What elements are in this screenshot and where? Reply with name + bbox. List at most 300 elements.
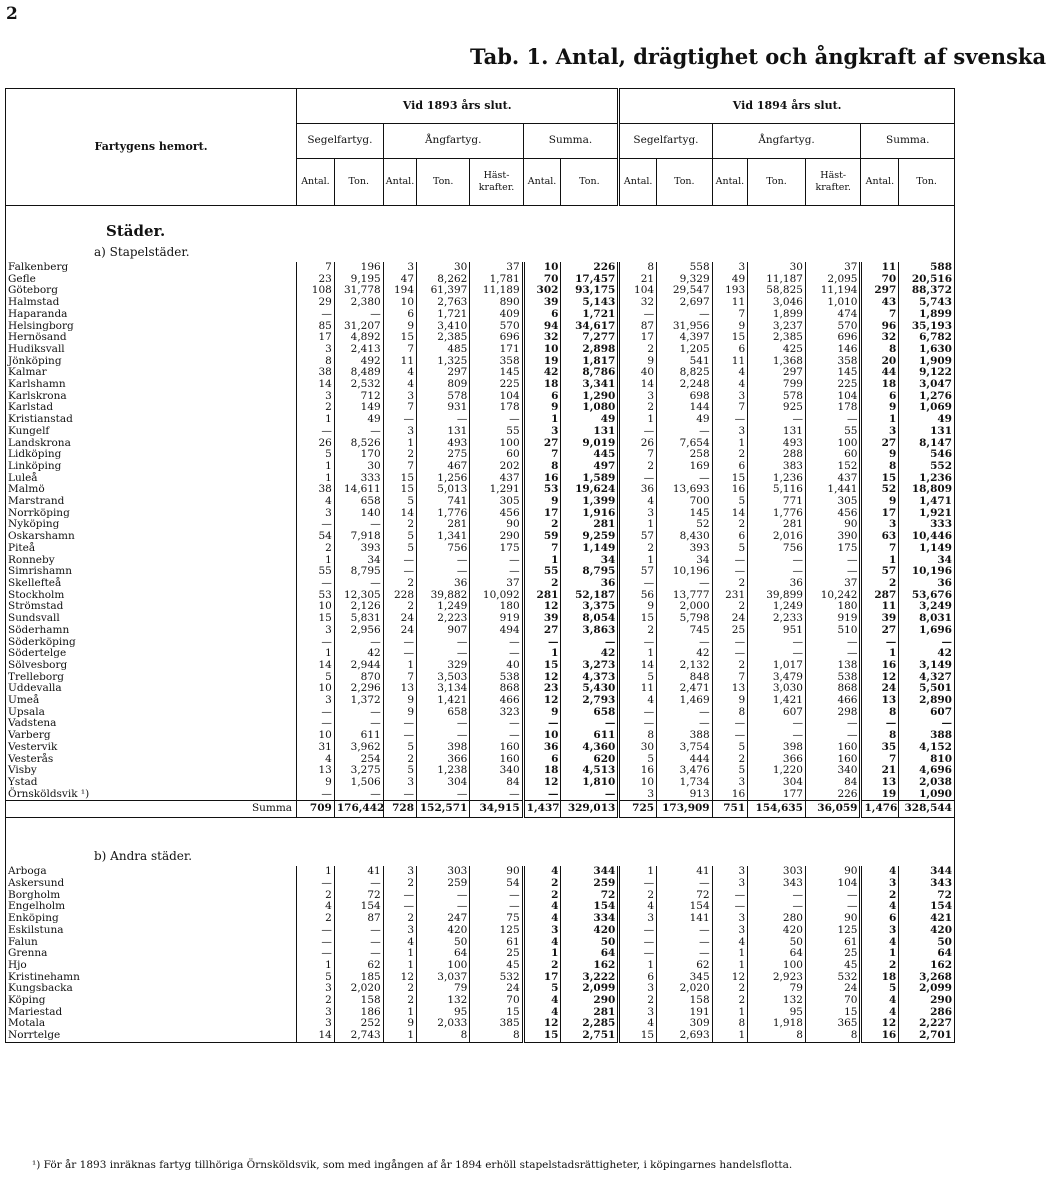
value-cell: 1,421 [417, 695, 470, 707]
value-cell: 42 [899, 648, 955, 660]
value-cell: 1,734 [657, 777, 713, 789]
table-row [6, 566, 955, 578]
value-cell: 7 [712, 402, 748, 414]
value-cell: 390 [805, 531, 861, 543]
table-row [6, 707, 955, 719]
value-cell: 225 [805, 379, 861, 391]
value-cell: 196 [334, 262, 383, 274]
value-cell: 6 [383, 309, 416, 321]
value-cell: 100 [748, 960, 806, 972]
value-cell: 2,532 [334, 379, 383, 391]
value-cell: 70 [523, 274, 561, 286]
value-cell: 26 [297, 438, 335, 450]
sum-value: 725 [619, 801, 657, 818]
town-name: Motala [6, 1018, 297, 1030]
value-cell: 1 [297, 555, 335, 567]
value-cell: 345 [657, 972, 713, 984]
value-cell: 7 [383, 402, 416, 414]
value-cell: 42 [334, 648, 383, 660]
value-cell: — [383, 648, 416, 660]
value-cell: 1 [383, 1030, 416, 1042]
value-cell: 4 [523, 866, 561, 878]
value-cell: 3 [297, 695, 335, 707]
value-cell: 304 [748, 777, 806, 789]
value-cell: 9,329 [657, 274, 713, 286]
value-cell: 1,899 [748, 309, 806, 321]
town-name: Lidköping [6, 449, 297, 461]
value-cell: 5 [383, 543, 416, 555]
value-cell: 771 [748, 496, 806, 508]
value-cell: — [523, 718, 561, 730]
value-cell: — [297, 789, 335, 801]
value-cell: 9 [861, 402, 899, 414]
value-cell: 6 [523, 309, 561, 321]
value-cell: 1 [297, 960, 335, 972]
town-name: Borgholm [6, 890, 297, 902]
value-cell: 302 [523, 285, 561, 297]
value-cell: 1 [523, 648, 561, 660]
value-cell: 2,095 [805, 274, 861, 286]
sum-value: 728 [383, 801, 416, 818]
value-cell: 27 [523, 438, 561, 450]
value-cell: 2 [861, 578, 899, 590]
value-cell: — [657, 473, 713, 485]
value-cell: 303 [417, 866, 470, 878]
value-cell: — [748, 637, 806, 649]
value-cell: — [748, 730, 806, 742]
value-cell: 145 [805, 367, 861, 379]
value-cell: 1,249 [417, 601, 470, 613]
value-cell: 96 [861, 321, 899, 333]
value-cell: 30 [748, 262, 806, 274]
value-cell: 57 [619, 566, 657, 578]
value-cell: 34 [899, 555, 955, 567]
table-row [6, 1030, 955, 1042]
value-cell: 64 [417, 948, 470, 960]
value-cell: 16 [712, 484, 748, 496]
value-cell: 8,825 [657, 367, 713, 379]
value-cell: 154 [334, 901, 383, 913]
value-cell: 14 [619, 379, 657, 391]
value-cell: 14 [383, 508, 416, 520]
value-cell: 1 [712, 948, 748, 960]
value-cell: 1 [619, 648, 657, 660]
value-cell: — [297, 578, 335, 590]
value-cell: 492 [334, 356, 383, 368]
value-cell: 6 [861, 913, 899, 925]
value-cell: 3,268 [899, 972, 955, 984]
value-cell: — [383, 414, 416, 426]
value-cell: 85 [297, 321, 335, 333]
value-cell: 50 [561, 937, 619, 949]
value-cell: 1,149 [899, 543, 955, 555]
value-cell: 2,248 [657, 379, 713, 391]
sum-value: 1,476 [861, 801, 899, 818]
value-cell: 10 [383, 297, 416, 309]
value-cell: 2 [523, 960, 561, 972]
value-cell: 2,099 [561, 983, 619, 995]
value-cell: 12 [523, 672, 561, 684]
value-cell: 35,193 [899, 321, 955, 333]
value-cell: 8,526 [334, 438, 383, 450]
value-cell: 3 [297, 625, 335, 637]
col-hastkrafter: Häst-krafter. [805, 159, 861, 206]
col-antal: Antal. [619, 159, 657, 206]
value-cell: 152 [805, 461, 861, 473]
value-cell: 154 [899, 901, 955, 913]
value-cell: — [657, 925, 713, 937]
ang-1894-header: Ångfartyg. [712, 124, 861, 159]
value-cell: 3 [383, 426, 416, 438]
town-name: Göteborg [6, 285, 297, 297]
value-cell: 132 [748, 995, 806, 1007]
col-antal: Antal. [383, 159, 416, 206]
value-cell: 50 [899, 937, 955, 949]
value-cell: 5 [861, 983, 899, 995]
value-cell: 171 [470, 344, 523, 356]
value-cell: 3 [619, 913, 657, 925]
value-cell: 2 [383, 601, 416, 613]
value-cell: 4 [861, 1007, 899, 1019]
value-cell: 41 [657, 866, 713, 878]
town-name: Oskarshamn [6, 531, 297, 543]
value-cell: 570 [805, 321, 861, 333]
value-cell: 56 [619, 590, 657, 602]
value-cell: 1,921 [899, 508, 955, 520]
value-cell: — [297, 707, 335, 719]
value-cell: — [297, 937, 335, 949]
value-cell: 5,798 [657, 613, 713, 625]
col-antal: Antal. [297, 159, 335, 206]
value-cell: — [417, 566, 470, 578]
value-cell: — [619, 309, 657, 321]
value-cell: 2 [712, 983, 748, 995]
value-cell: 20,516 [899, 274, 955, 286]
value-cell: 37 [805, 262, 861, 274]
value-cell: 1,256 [417, 473, 470, 485]
table-row [6, 496, 955, 508]
value-cell: 11,189 [470, 285, 523, 297]
value-cell: 55 [297, 566, 335, 578]
value-cell: 60 [805, 449, 861, 461]
value-cell: 180 [470, 601, 523, 613]
value-cell: 8 [523, 461, 561, 473]
value-cell: 6 [523, 391, 561, 403]
section-stader: Städer. [106, 222, 166, 241]
value-cell: — [470, 566, 523, 578]
town-name: Ronneby [6, 555, 297, 567]
year-1893-header: Vid 1893 års slut. [297, 89, 619, 124]
value-cell: 700 [657, 496, 713, 508]
value-cell: — [334, 789, 383, 801]
value-cell: 280 [748, 913, 806, 925]
town-name: Luleå [6, 473, 297, 485]
value-cell: 3 [619, 1007, 657, 1019]
value-cell: 466 [470, 695, 523, 707]
table-row [6, 890, 955, 902]
value-cell: 9 [383, 321, 416, 333]
value-cell: 2 [712, 995, 748, 1007]
value-cell: 2,413 [334, 344, 383, 356]
value-cell: — [619, 637, 657, 649]
value-cell: 11,194 [805, 285, 861, 297]
value-cell: — [619, 578, 657, 590]
value-cell: 2,223 [417, 613, 470, 625]
value-cell: 8 [712, 707, 748, 719]
value-cell: 11 [861, 262, 899, 274]
value-cell: — [334, 578, 383, 590]
town-name: Engelholm [6, 901, 297, 913]
town-name: Södertelge [6, 648, 297, 660]
value-cell: — [470, 890, 523, 902]
value-cell: 39 [523, 297, 561, 309]
value-cell: 41 [334, 866, 383, 878]
value-cell: 4 [712, 379, 748, 391]
value-cell: — [712, 555, 748, 567]
value-cell: 848 [657, 672, 713, 684]
value-cell: 10 [297, 730, 335, 742]
value-cell: 578 [748, 391, 806, 403]
value-cell: 3,275 [334, 765, 383, 777]
value-cell: 47 [383, 274, 416, 286]
value-cell: 2,380 [334, 297, 383, 309]
table-row [6, 519, 955, 531]
value-cell: 9,195 [334, 274, 383, 286]
value-cell: 870 [334, 672, 383, 684]
value-cell: 5,430 [561, 683, 619, 695]
value-cell: 1,205 [657, 344, 713, 356]
value-cell: 3 [297, 1007, 335, 1019]
value-cell: 868 [805, 683, 861, 695]
value-cell: 1,810 [561, 777, 619, 789]
value-cell: 17 [619, 332, 657, 344]
value-cell: 36 [561, 578, 619, 590]
value-cell: 57 [861, 566, 899, 578]
value-cell: 1,721 [561, 309, 619, 321]
value-cell: 3 [297, 508, 335, 520]
value-cell: 79 [748, 983, 806, 995]
value-cell: 3 [712, 925, 748, 937]
town-name: Karlskrona [6, 391, 297, 403]
value-cell: 90 [805, 913, 861, 925]
value-cell: 1 [712, 1030, 748, 1042]
value-cell: 4 [861, 901, 899, 913]
value-cell: 2 [383, 878, 416, 890]
value-cell: 34 [561, 555, 619, 567]
town-name: Piteå [6, 543, 297, 555]
table-row [6, 754, 955, 766]
value-cell: 281 [561, 1007, 619, 1019]
value-cell: 194 [383, 285, 416, 297]
town-name: Gefle [6, 274, 297, 286]
col-antal: Antal. [523, 159, 561, 206]
sum-value: 751 [712, 801, 748, 818]
value-cell: 131 [899, 426, 955, 438]
table-row [6, 742, 955, 754]
table-row [6, 972, 955, 984]
value-cell: 64 [899, 948, 955, 960]
town-name: Arboga [6, 866, 297, 878]
town-name: Karlshamn [6, 379, 297, 391]
table-row [6, 508, 955, 520]
value-cell: 55 [805, 426, 861, 438]
sum-value: 154,635 [748, 801, 806, 818]
value-cell: 3 [383, 391, 416, 403]
value-cell: 2 [383, 449, 416, 461]
value-cell: 398 [417, 742, 470, 754]
value-cell: 5 [383, 742, 416, 754]
value-cell: 607 [899, 707, 955, 719]
value-cell: 154 [561, 901, 619, 913]
table-row [6, 683, 955, 695]
value-cell: 1,236 [899, 473, 955, 485]
sum-value: 328,544 [899, 801, 955, 818]
value-cell: 72 [561, 890, 619, 902]
value-cell: 658 [334, 496, 383, 508]
value-cell: 3 [619, 789, 657, 801]
value-cell: 10 [297, 683, 335, 695]
value-cell: 2 [297, 890, 335, 902]
value-cell: 1 [383, 1007, 416, 1019]
table-row [6, 356, 955, 368]
value-cell: 15 [383, 332, 416, 344]
value-cell: 1 [297, 866, 335, 878]
value-cell: 38 [297, 484, 335, 496]
value-cell: 919 [470, 613, 523, 625]
value-cell: 1,630 [899, 344, 955, 356]
value-cell: 6 [861, 391, 899, 403]
value-cell: 8 [861, 730, 899, 742]
value-cell: — [805, 414, 861, 426]
town-name: Uddevalla [6, 683, 297, 695]
value-cell: 1,069 [899, 402, 955, 414]
value-cell: 104 [805, 391, 861, 403]
value-cell: 2,923 [748, 972, 806, 984]
value-cell: 1 [523, 414, 561, 426]
sum-value: 173,909 [657, 801, 713, 818]
sum-value: 34,915 [470, 801, 523, 818]
value-cell: 3 [619, 983, 657, 995]
value-cell: — [334, 948, 383, 960]
value-cell: 2 [619, 625, 657, 637]
value-cell: 18 [523, 379, 561, 391]
value-cell: 10,196 [899, 566, 955, 578]
value-cell: 8 [297, 356, 335, 368]
value-cell: — [805, 901, 861, 913]
value-cell: 178 [470, 402, 523, 414]
statistics-table [5, 88, 955, 1043]
value-cell: 421 [899, 913, 955, 925]
value-cell: 42 [561, 648, 619, 660]
value-cell: 3,047 [899, 379, 955, 391]
value-cell: 7 [861, 754, 899, 766]
town-name: Hernösand [6, 332, 297, 344]
value-cell: — [899, 718, 955, 730]
col-ton: Ton. [657, 159, 713, 206]
value-cell: 2 [297, 995, 335, 1007]
value-cell: 7 [383, 672, 416, 684]
value-cell: — [657, 718, 713, 730]
value-cell: 40 [470, 660, 523, 672]
value-cell: 57 [619, 531, 657, 543]
value-cell: 297 [861, 285, 899, 297]
value-cell: 420 [561, 925, 619, 937]
value-cell: — [712, 730, 748, 742]
value-cell: 180 [805, 601, 861, 613]
value-cell: 5 [712, 496, 748, 508]
value-cell: 31,207 [334, 321, 383, 333]
summa-1893-header: Summa. [523, 124, 619, 159]
value-cell: 27 [861, 438, 899, 450]
value-cell: 10 [523, 344, 561, 356]
value-cell: 1 [297, 414, 335, 426]
value-cell: 11 [861, 601, 899, 613]
value-cell: 3 [861, 519, 899, 531]
value-cell: 1 [523, 555, 561, 567]
col-ton: Ton. [899, 159, 955, 206]
value-cell: 38 [297, 367, 335, 379]
value-cell: 286 [899, 1007, 955, 1019]
value-cell: 12 [523, 601, 561, 613]
value-cell: 2,693 [657, 1030, 713, 1042]
table-row [6, 695, 955, 707]
value-cell: — [805, 555, 861, 567]
value-cell: 202 [470, 461, 523, 473]
value-cell: 90 [470, 519, 523, 531]
town-name: Kungsbacka [6, 983, 297, 995]
value-cell: — [712, 637, 748, 649]
value-cell: 466 [805, 695, 861, 707]
table-row [6, 866, 955, 878]
value-cell: 144 [657, 402, 713, 414]
value-cell: 36 [899, 578, 955, 590]
value-cell: 1,441 [805, 484, 861, 496]
value-cell: 6 [712, 344, 748, 356]
value-cell: 9 [383, 1018, 416, 1030]
value-cell: — [383, 901, 416, 913]
value-cell: 12 [523, 777, 561, 789]
value-cell: — [334, 878, 383, 890]
value-cell: 72 [899, 890, 955, 902]
value-cell: 14 [297, 1030, 335, 1042]
value-cell: — [657, 878, 713, 890]
value-cell: 1 [297, 473, 335, 485]
value-cell: 2 [712, 601, 748, 613]
value-cell: 12 [861, 672, 899, 684]
value-cell: 1,696 [899, 625, 955, 637]
value-cell: 49 [899, 414, 955, 426]
value-cell: 1 [861, 648, 899, 660]
value-cell: 225 [470, 379, 523, 391]
value-cell: 1 [383, 660, 416, 672]
value-cell: 2,020 [334, 983, 383, 995]
value-cell: 75 [470, 913, 523, 925]
value-cell: 18 [523, 765, 561, 777]
table-row [6, 995, 955, 1007]
value-cell: 1,372 [334, 695, 383, 707]
value-cell: 578 [417, 391, 470, 403]
value-cell: 36 [417, 578, 470, 590]
value-cell: — [619, 948, 657, 960]
value-cell: 2,099 [899, 983, 955, 995]
value-cell: 333 [899, 519, 955, 531]
town-name: Jönköping [6, 356, 297, 368]
value-cell: 45 [805, 960, 861, 972]
sum-row [6, 801, 955, 818]
value-cell: 304 [417, 777, 470, 789]
value-cell: 2,793 [561, 695, 619, 707]
value-cell: 146 [805, 344, 861, 356]
